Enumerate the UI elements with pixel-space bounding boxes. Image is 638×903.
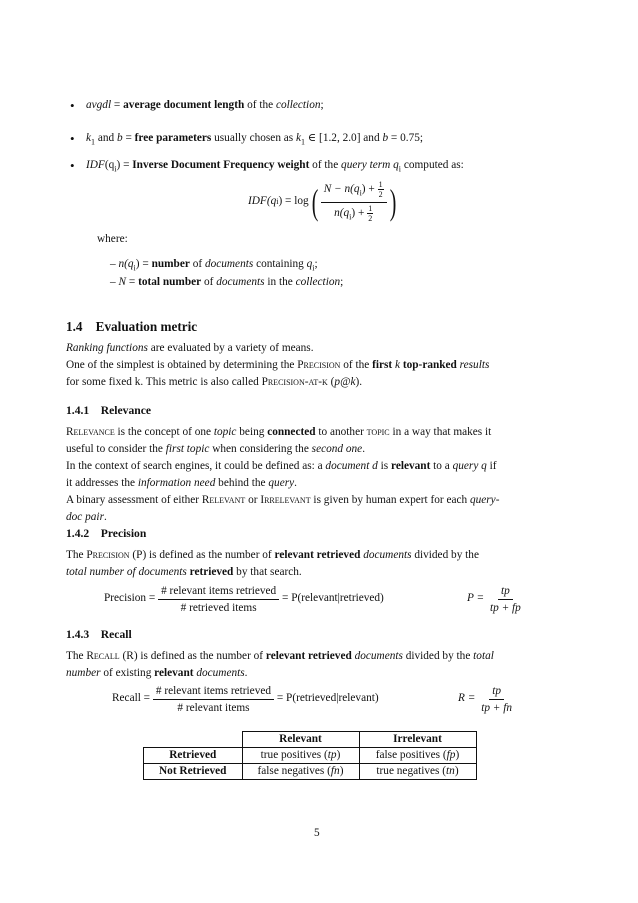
cell-abbrev: fp bbox=[446, 749, 456, 761]
paragraph-line: doc pair. bbox=[66, 511, 107, 523]
section-heading-1-4-2: 1.4.2 Precision bbox=[66, 527, 147, 540]
paragraph-line: Relevance is the concept of one topic being connected to another topic in a way that makes it bbox=[66, 426, 492, 438]
paragraph-line: Ranking functions are evaluated by a variety of means. bbox=[66, 342, 314, 354]
table-cell: false positives (fp) bbox=[359, 748, 476, 764]
left-paren: ( bbox=[311, 182, 318, 222]
table-cell: true negatives (tn) bbox=[359, 764, 476, 780]
paragraph-line: total number of documents retrieved by that search. bbox=[66, 566, 302, 578]
paragraph-line: A binary assessment of either Relevant or Irrelevant is given by human expert for each query- bbox=[66, 494, 500, 506]
section-heading-1-4-1: 1.4.1 Relevance bbox=[66, 404, 152, 417]
table-cell: false negatives (fn) bbox=[242, 764, 359, 780]
table-row bbox=[144, 764, 477, 780]
right-paren: ) bbox=[389, 182, 396, 222]
where-item-n: – $n(q_i)$ = number of documents containing $q_i$; bbox=[110, 258, 318, 273]
cell-abbrev: tn bbox=[446, 765, 455, 777]
section-heading-1-4: 1.4 Evaluation metric bbox=[66, 319, 198, 334]
paragraph-line: it addresses the information need behind the query. bbox=[66, 477, 297, 489]
precision-formula: Precision = $\frac{\text{\# relevant items retrieved}}{\text{\# retrieved items}}$ = P(relevant|retrieved) bbox=[104, 584, 384, 614]
paragraph-line: number of existing relevant documents. bbox=[66, 667, 248, 679]
where-item-N: – N = total number of documents in the collection; bbox=[110, 276, 344, 288]
table-cell: true positives (tp) bbox=[242, 748, 359, 764]
paragraph-line: One of the simplest is obtained by determining the Precision of the first k top-ranked results bbox=[66, 359, 490, 371]
row-header: Retrieved bbox=[144, 748, 243, 764]
paragraph-line: The Recall (R) is defined as the number of relevant retrieved documents divided by the total bbox=[66, 650, 494, 662]
bullet-marker: • bbox=[70, 158, 75, 173]
row-header: Not Retrieved bbox=[144, 764, 243, 780]
section-heading-1-4-3: 1.4.3 Recall bbox=[66, 628, 132, 641]
bullet-avgdl: avgdl = average document length of the collection; bbox=[86, 99, 324, 111]
cell-abbrev: tp bbox=[327, 749, 337, 761]
bullet-marker: • bbox=[70, 131, 75, 146]
where-label: where: bbox=[97, 233, 128, 245]
paragraph-line: useful to consider the first topic when considering the second one. bbox=[66, 443, 366, 455]
paragraph-line: The Precision (P) is defined as the number of relevant retrieved documents divided by the bbox=[66, 549, 479, 561]
recall-formula: Recall = $\frac{\text{\# relevant items retrieved}}{\text{\# relevant items}}$ = P(retrieved|relevant) bbox=[112, 684, 379, 714]
bullet-idf: $IDF(q_i)$ = Inverse Document Frequency weight of the query term $q_i$ computed as: bbox=[86, 159, 464, 174]
table-header-row bbox=[144, 732, 477, 748]
cell-abbrev: fn bbox=[330, 765, 340, 777]
confusion-table bbox=[143, 731, 477, 780]
paragraph-line: for some fixed k. This metric is also called Precision-at-k (p@k). bbox=[66, 376, 363, 388]
idf-formula: IDF(q i ) = log ( $N - n(q_i)$ + $\frac{1}{2}$ $n(q_i)$ + $\frac{1}{2}$ ) bbox=[248, 180, 396, 223]
page-number: 5 bbox=[314, 827, 320, 839]
idf-fraction: $N - n(q_i)$ + $\frac{1}{2}$ $n(q_i)$ + $\frac{1}{2}$ bbox=[321, 180, 387, 224]
bullet-k1-b: $k_1$ and b = free parameters usually chosen as $k_1$ ∈ [1.2, 2.0] and b = 0.75; bbox=[86, 132, 424, 147]
col-header: Relevant bbox=[242, 732, 359, 748]
paragraph-line: In the context of search engines, it could be defined as: a document d is relevant to a query q if bbox=[66, 460, 497, 472]
precision-tp-formula: P = $\frac{tp}{tp + fp}$ bbox=[467, 584, 521, 614]
recall-tp-formula: R = $\frac{tp}{tp + fn}$ bbox=[458, 684, 513, 714]
col-header: Irrelevant bbox=[359, 732, 476, 748]
table-row bbox=[144, 748, 477, 764]
bullet-marker: • bbox=[70, 98, 75, 113]
